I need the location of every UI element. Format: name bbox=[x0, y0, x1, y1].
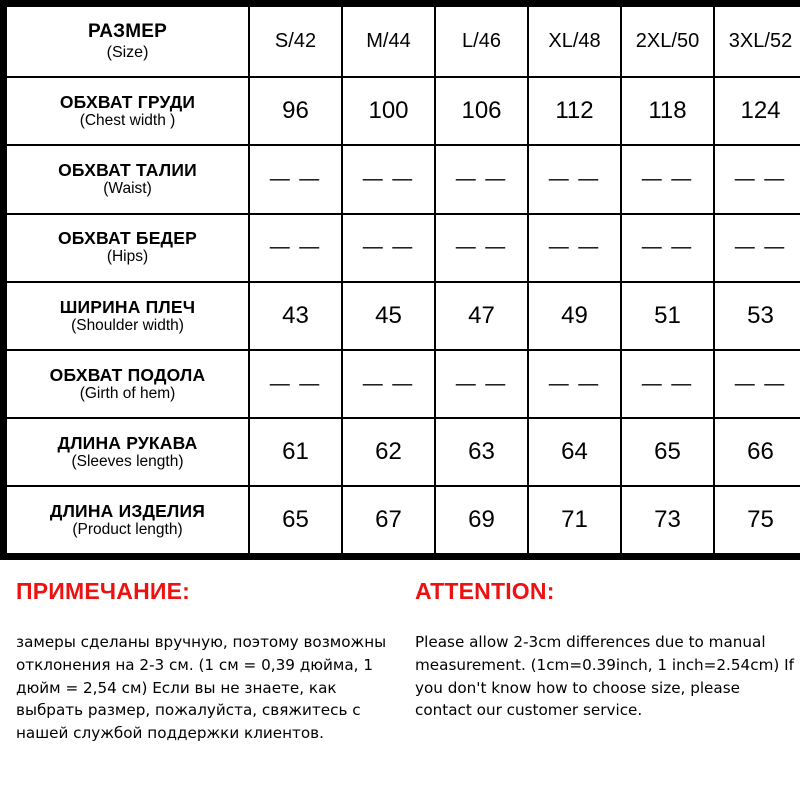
cell-hips-3xl bbox=[714, 214, 800, 282]
cell-chest-2xl bbox=[621, 77, 714, 145]
row-label-chest bbox=[7, 77, 249, 145]
cell-hips-l bbox=[435, 214, 528, 282]
note-english-title: ATTENTION: bbox=[415, 578, 555, 604]
cell-value: 67 bbox=[375, 506, 402, 534]
cell-waist-2xl bbox=[621, 145, 714, 213]
cell-value: 66 bbox=[747, 438, 774, 466]
cell-shoulder-3xl bbox=[714, 282, 800, 350]
cell-value: — — bbox=[641, 168, 694, 191]
size-header-label: 3XL/52 bbox=[728, 30, 793, 53]
cell-hips-m bbox=[342, 214, 435, 282]
cell-length-2xl bbox=[621, 486, 714, 553]
cell-value: — — bbox=[269, 168, 322, 191]
row-label-en: (Hips) bbox=[106, 248, 149, 266]
cell-value: 69 bbox=[468, 506, 495, 534]
cell-length-l bbox=[435, 486, 528, 553]
size-header-s bbox=[249, 7, 342, 77]
size-header-label: 2XL/50 bbox=[635, 30, 700, 53]
note-russian-title: ПРИМЕЧАНИЕ: bbox=[16, 578, 191, 604]
size-header-3xl bbox=[714, 7, 800, 77]
cell-chest-xl bbox=[528, 77, 621, 145]
cell-value: — — bbox=[734, 236, 787, 259]
cell-chest-m bbox=[342, 77, 435, 145]
size-header-xl bbox=[528, 7, 621, 77]
cell-hem-m bbox=[342, 350, 435, 418]
cell-value: — — bbox=[734, 372, 787, 395]
cell-hem-3xl bbox=[714, 350, 800, 418]
row-label-product-length bbox=[7, 486, 249, 553]
size-table-body bbox=[7, 7, 800, 553]
cell-value: 47 bbox=[468, 301, 495, 329]
header-label-ru: РАЗМЕР bbox=[88, 21, 167, 43]
cell-value: — — bbox=[548, 168, 601, 191]
cell-hem-s bbox=[249, 350, 342, 418]
cell-waist-3xl bbox=[714, 145, 800, 213]
cell-value: 64 bbox=[561, 438, 588, 466]
cell-sleeves-m bbox=[342, 418, 435, 486]
cell-value: — — bbox=[641, 372, 694, 395]
cell-value: 62 bbox=[375, 438, 402, 466]
cell-value: — — bbox=[362, 236, 415, 259]
cell-value: 75 bbox=[747, 506, 774, 534]
note-russian-body: замеры сделаны вручную, поэтому возможны отклонения на 2-3 см. (1 см = 0,39 дюйма, 1 дюйм = 2,54 см) Если вы не знаете, как выбрать размер, пожалуйста, свяжитесь с нашей службой поддержки клиентов. bbox=[16, 633, 387, 743]
cell-value: — — bbox=[641, 236, 694, 259]
row-label-en: (Sleeves length) bbox=[71, 452, 184, 470]
table-row bbox=[7, 214, 800, 282]
cell-value: 53 bbox=[747, 301, 774, 329]
cell-value: 73 bbox=[654, 506, 681, 534]
size-header-label: M/44 bbox=[366, 30, 411, 53]
row-label-en: (Shoulder width) bbox=[71, 316, 184, 334]
cell-hips-2xl bbox=[621, 214, 714, 282]
size-header-label: XL/48 bbox=[548, 30, 601, 53]
cell-value: 118 bbox=[648, 97, 687, 125]
cell-shoulder-s bbox=[249, 282, 342, 350]
cell-hem-2xl bbox=[621, 350, 714, 418]
cell-shoulder-xl bbox=[528, 282, 621, 350]
cell-value: 45 bbox=[375, 301, 402, 329]
size-header-label: L/46 bbox=[462, 30, 501, 53]
cell-value: 124 bbox=[740, 97, 781, 125]
notes-section bbox=[0, 560, 800, 800]
cell-value: — — bbox=[269, 236, 322, 259]
header-label-en: (Size) bbox=[106, 43, 149, 61]
note-english bbox=[415, 560, 800, 722]
cell-sleeves-2xl bbox=[621, 418, 714, 486]
cell-value: — — bbox=[548, 236, 601, 259]
cell-length-3xl bbox=[714, 486, 800, 553]
cell-value: — — bbox=[548, 372, 601, 395]
cell-waist-xl bbox=[528, 145, 621, 213]
size-header-m bbox=[342, 7, 435, 77]
cell-waist-l bbox=[435, 145, 528, 213]
row-label-en: (Girth of hem) bbox=[79, 384, 176, 402]
cell-length-xl bbox=[528, 486, 621, 553]
cell-sleeves-l bbox=[435, 418, 528, 486]
cell-value: 106 bbox=[461, 97, 502, 125]
size-header-2xl bbox=[621, 7, 714, 77]
table-row bbox=[7, 77, 800, 145]
size-table bbox=[7, 7, 800, 553]
cell-value: 49 bbox=[561, 301, 588, 329]
header-label-cell bbox=[7, 7, 249, 77]
cell-value: 65 bbox=[282, 506, 309, 534]
row-label-en: (Product length) bbox=[72, 520, 183, 538]
row-label-ru: ШИРИНА ПЛЕЧ bbox=[59, 296, 196, 317]
table-row bbox=[7, 145, 800, 213]
row-label-ru: ОБХВАТ ГРУДИ bbox=[59, 92, 196, 113]
row-label-sleeves bbox=[7, 418, 249, 486]
cell-value: 63 bbox=[468, 438, 495, 466]
cell-chest-s bbox=[249, 77, 342, 145]
cell-value: — — bbox=[455, 372, 508, 395]
cell-value: 65 bbox=[654, 438, 681, 466]
cell-value: — — bbox=[455, 236, 508, 259]
table-row bbox=[7, 350, 800, 418]
row-label-ru: ДЛИНА ИЗДЕЛИЯ bbox=[49, 500, 206, 521]
cell-length-s bbox=[249, 486, 342, 553]
row-label-hips bbox=[7, 214, 249, 282]
size-header-label: S/42 bbox=[274, 30, 317, 53]
note-russian bbox=[16, 560, 401, 745]
row-label-ru: ОБХВАТ БЕДЕР bbox=[58, 228, 197, 249]
table-row bbox=[7, 418, 800, 486]
cell-chest-l bbox=[435, 77, 528, 145]
cell-chest-3xl bbox=[714, 77, 800, 145]
cell-value: 96 bbox=[282, 97, 309, 125]
cell-sleeves-s bbox=[249, 418, 342, 486]
row-label-shoulder bbox=[7, 282, 249, 350]
row-label-waist bbox=[7, 145, 249, 213]
cell-shoulder-2xl bbox=[621, 282, 714, 350]
cell-shoulder-l bbox=[435, 282, 528, 350]
cell-hem-xl bbox=[528, 350, 621, 418]
cell-value: 71 bbox=[561, 506, 588, 534]
cell-length-m bbox=[342, 486, 435, 553]
table-row bbox=[7, 486, 800, 553]
cell-value: 100 bbox=[368, 97, 409, 125]
cell-value: 43 bbox=[282, 301, 309, 329]
cell-value: — — bbox=[269, 372, 322, 395]
cell-waist-s bbox=[249, 145, 342, 213]
row-label-ru: ОБХВАТ ПОДОЛА bbox=[49, 364, 206, 385]
cell-waist-m bbox=[342, 145, 435, 213]
size-header-l bbox=[435, 7, 528, 77]
row-label-ru: ОБХВАТ ТАЛИИ bbox=[58, 160, 197, 181]
cell-value: — — bbox=[734, 168, 787, 191]
row-label-en: (Chest width ) bbox=[79, 111, 176, 129]
row-label-hem bbox=[7, 350, 249, 418]
cell-value: — — bbox=[362, 372, 415, 395]
cell-sleeves-xl bbox=[528, 418, 621, 486]
cell-value: 61 bbox=[282, 438, 309, 466]
cell-value: — — bbox=[362, 168, 415, 191]
table-header-row bbox=[7, 7, 800, 77]
cell-value: 112 bbox=[555, 97, 594, 125]
cell-sleeves-3xl bbox=[714, 418, 800, 486]
cell-hips-s bbox=[249, 214, 342, 282]
cell-shoulder-m bbox=[342, 282, 435, 350]
note-english-body: Please allow 2-3cm differences due to manual measurement. (1cm=0.39inch, 1 inch=2.54cm) If you don't know how to choose size, please contact our customer service. bbox=[415, 633, 794, 720]
cell-hips-xl bbox=[528, 214, 621, 282]
cell-hem-l bbox=[435, 350, 528, 418]
row-label-en: (Waist) bbox=[103, 180, 152, 198]
cell-value: — — bbox=[455, 168, 508, 191]
cell-value: 51 bbox=[654, 301, 681, 329]
row-label-ru: ДЛИНА РУКАВА bbox=[57, 433, 198, 454]
table-row bbox=[7, 282, 800, 350]
